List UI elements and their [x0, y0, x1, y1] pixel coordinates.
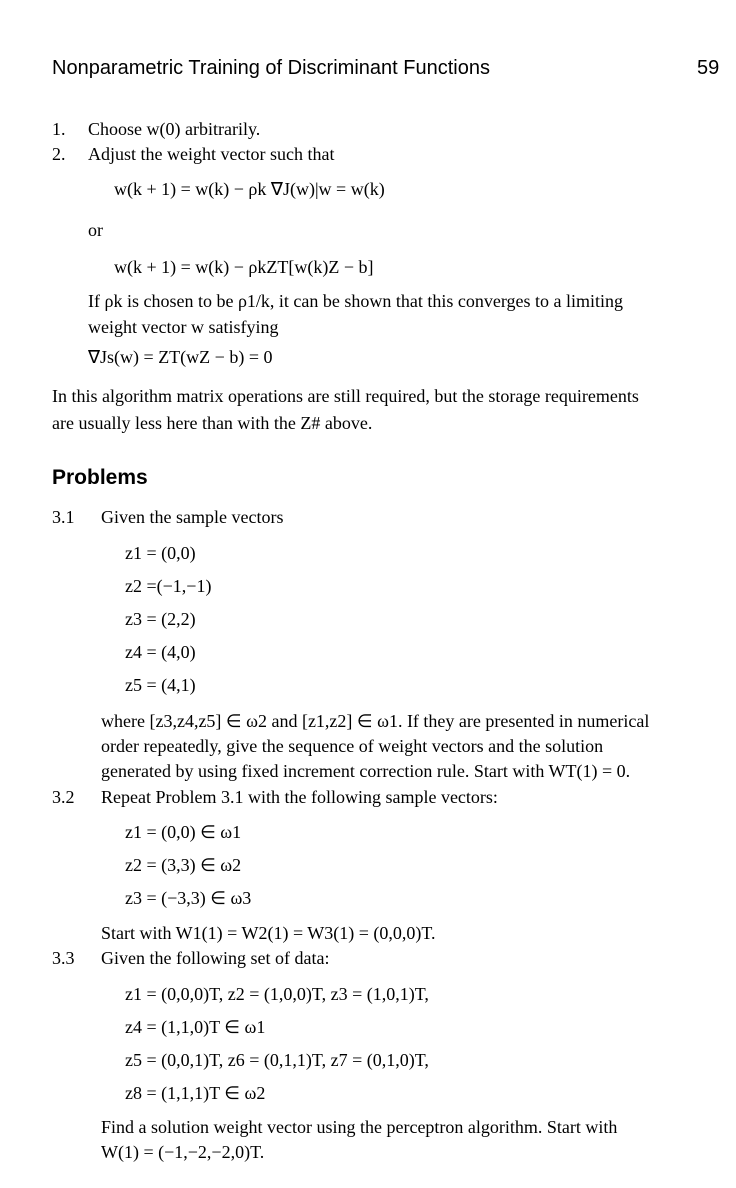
problem-3-3-data-line: z1 = (0,0,0)T, z2 = (1,0,0)T, z3 = (1,0,1)T,: [125, 984, 429, 1004]
equation-limiting-condition: ∇Js(w) = ZT(wZ − b) = 0: [88, 347, 273, 367]
problem-3-1-number: 3.1: [52, 507, 75, 527]
problem-3-2-vector: z3 = (−3,3) ∈ ω3: [125, 888, 252, 908]
problem-3-1-vector: z5 = (4,1): [125, 675, 196, 695]
running-header-title: Nonparametric Training of Discriminant Functions: [52, 57, 490, 79]
problem-3-3-data-line: z5 = (0,0,1)T, z6 = (0,1,1)T, z7 = (0,1,0)T,: [125, 1050, 429, 1070]
problem-3-3-text-line: Find a solution weight vector using the perceptron algorithm. Start with: [101, 1117, 618, 1137]
problem-3-2-vector: z2 = (3,3) ∈ ω2: [125, 855, 242, 875]
step-1-text: Choose w(0) arbitrarily.: [88, 119, 261, 139]
problem-3-2-start: Start with W1(1) = W2(1) = W3(1) = (0,0,0)T.: [101, 923, 436, 943]
section-heading-problems: Problems: [52, 466, 148, 489]
problem-3-1-vector: z3 = (2,2): [125, 609, 196, 629]
step-1-number: 1.: [52, 119, 66, 139]
step-2-text: Adjust the weight vector such that: [88, 144, 335, 164]
problem-3-1-text-line: order repeatedly, give the sequence of weight vectors and the solution: [101, 736, 604, 756]
problem-3-2-intro: Repeat Problem 3.1 with the following sample vectors:: [101, 787, 498, 807]
equation-gradient-update: w(k + 1) = w(k) − ρk ∇J(w)|w = w(k): [114, 179, 385, 199]
problem-3-3-text-line: W(1) = (−1,−2,−2,0)T.: [101, 1142, 265, 1162]
paragraph-storage-line-2: are usually less here than with the Z# above.: [52, 413, 373, 433]
problem-3-1-vector: z1 = (0,0): [125, 543, 196, 563]
problem-3-3-data-line: z4 = (1,1,0)T ∈ ω1: [125, 1017, 266, 1037]
problem-3-3-data-line: z8 = (1,1,1)T ∈ ω2: [125, 1083, 266, 1103]
or-text: or: [88, 220, 103, 240]
problem-3-2-vector: z1 = (0,0) ∈ ω1: [125, 822, 242, 842]
problem-3-1-text-line: where [z3,z4,z5] ∈ ω2 and [z1,z2] ∈ ω1. If they are presented in numerical: [101, 711, 650, 731]
paragraph-convergence-line-2: weight vector w satisfying: [88, 317, 279, 337]
equation-matrix-update: w(k + 1) = w(k) − ρkZT[w(k)Z − b]: [114, 257, 374, 277]
step-2-number: 2.: [52, 144, 66, 164]
paragraph-convergence-line-1: If ρk is chosen to be ρ1/k, it can be shown that this converges to a limiting: [88, 291, 624, 311]
problem-3-1-vector: z4 = (4,0): [125, 642, 196, 662]
problem-3-1-text-line: generated by using fixed increment correction rule. Start with WT(1) = 0.: [101, 761, 631, 781]
problem-3-1-intro: Given the sample vectors: [101, 507, 284, 527]
problem-3-2-number: 3.2: [52, 787, 75, 807]
problem-3-3-number: 3.3: [52, 948, 75, 968]
paragraph-storage-line-1: In this algorithm matrix operations are still required, but the storage requirements: [52, 386, 639, 406]
page-number: 59: [697, 57, 720, 79]
problem-3-3-intro: Given the following set of data:: [101, 948, 330, 968]
problem-3-1-vector: z2 =(−1,−1): [125, 576, 212, 596]
